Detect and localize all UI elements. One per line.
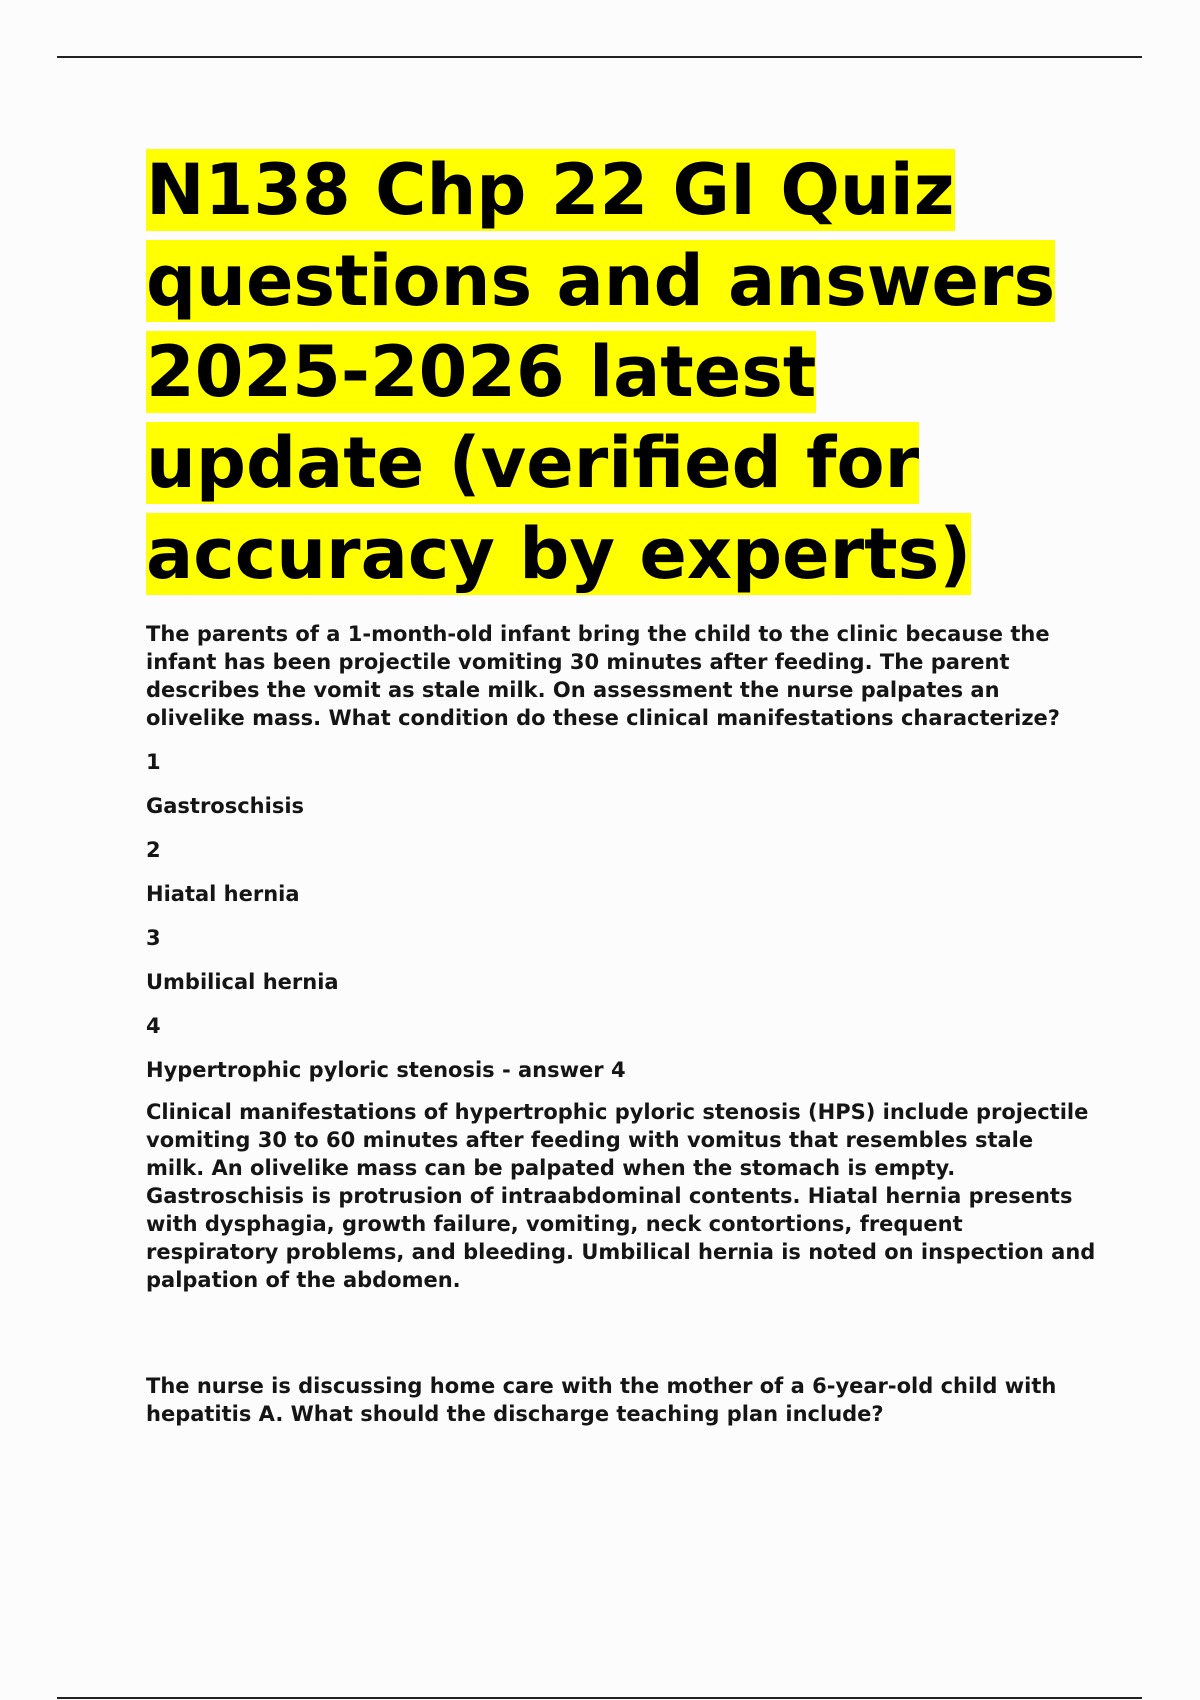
option-number: 3 <box>146 926 161 950</box>
question-text: The parents of a 1-month-old infant bring the child to the clinic because the infant has been projectile vomiting 30 minutes after feeding. The parent describes the vomit as stale milk. On assessment the nurse palpates an olivelike mass. What condition do these clinical manifestations characterize? <box>146 622 1060 730</box>
document-title <box>146 145 1096 600</box>
option-text: Hiatal hernia <box>146 882 300 906</box>
question-text: The nurse is discussing home care with the mother of a 6-year-old child with hepatitis A. What should the discharge teaching plan include? <box>146 1374 1057 1426</box>
option-text: Gastroschisis <box>146 794 305 818</box>
option-text: Umbilical hernia <box>146 970 339 994</box>
option-number: 1 <box>146 750 161 774</box>
option-number: 2 <box>146 838 161 862</box>
question-block <box>146 1372 1096 1428</box>
top-rule <box>57 56 1142 58</box>
option-number: 4 <box>146 1014 161 1038</box>
title-highlight: N138 Chp 22 GI Quiz questions and answers 2025-2026 latest update (verified for accuracy by experts) <box>146 149 1056 595</box>
bottom-rule <box>57 1697 1142 1699</box>
rationale-text: Clinical manifestations of hypertrophic pyloric stenosis (HPS) include projectile vomiting 30 to 60 minutes after feeding with vomitus that resembles stale milk. An olivelike mass can be palpated when the stomach is empty. Gastroschisis is protrusion of intraabdominal contents. Hiatal hernia presents with dysphagia, growth failure, vomiting, neck contortions, frequent respiratory problems, and bleeding. Umbilical hernia is noted on inspection and palpation of the abdomen. <box>146 1100 1096 1292</box>
option-text-with-answer: Hypertrophic pyloric stenosis - answer 4 <box>146 1058 626 1082</box>
document-body <box>146 145 1096 1444</box>
question-block <box>146 620 1096 1294</box>
